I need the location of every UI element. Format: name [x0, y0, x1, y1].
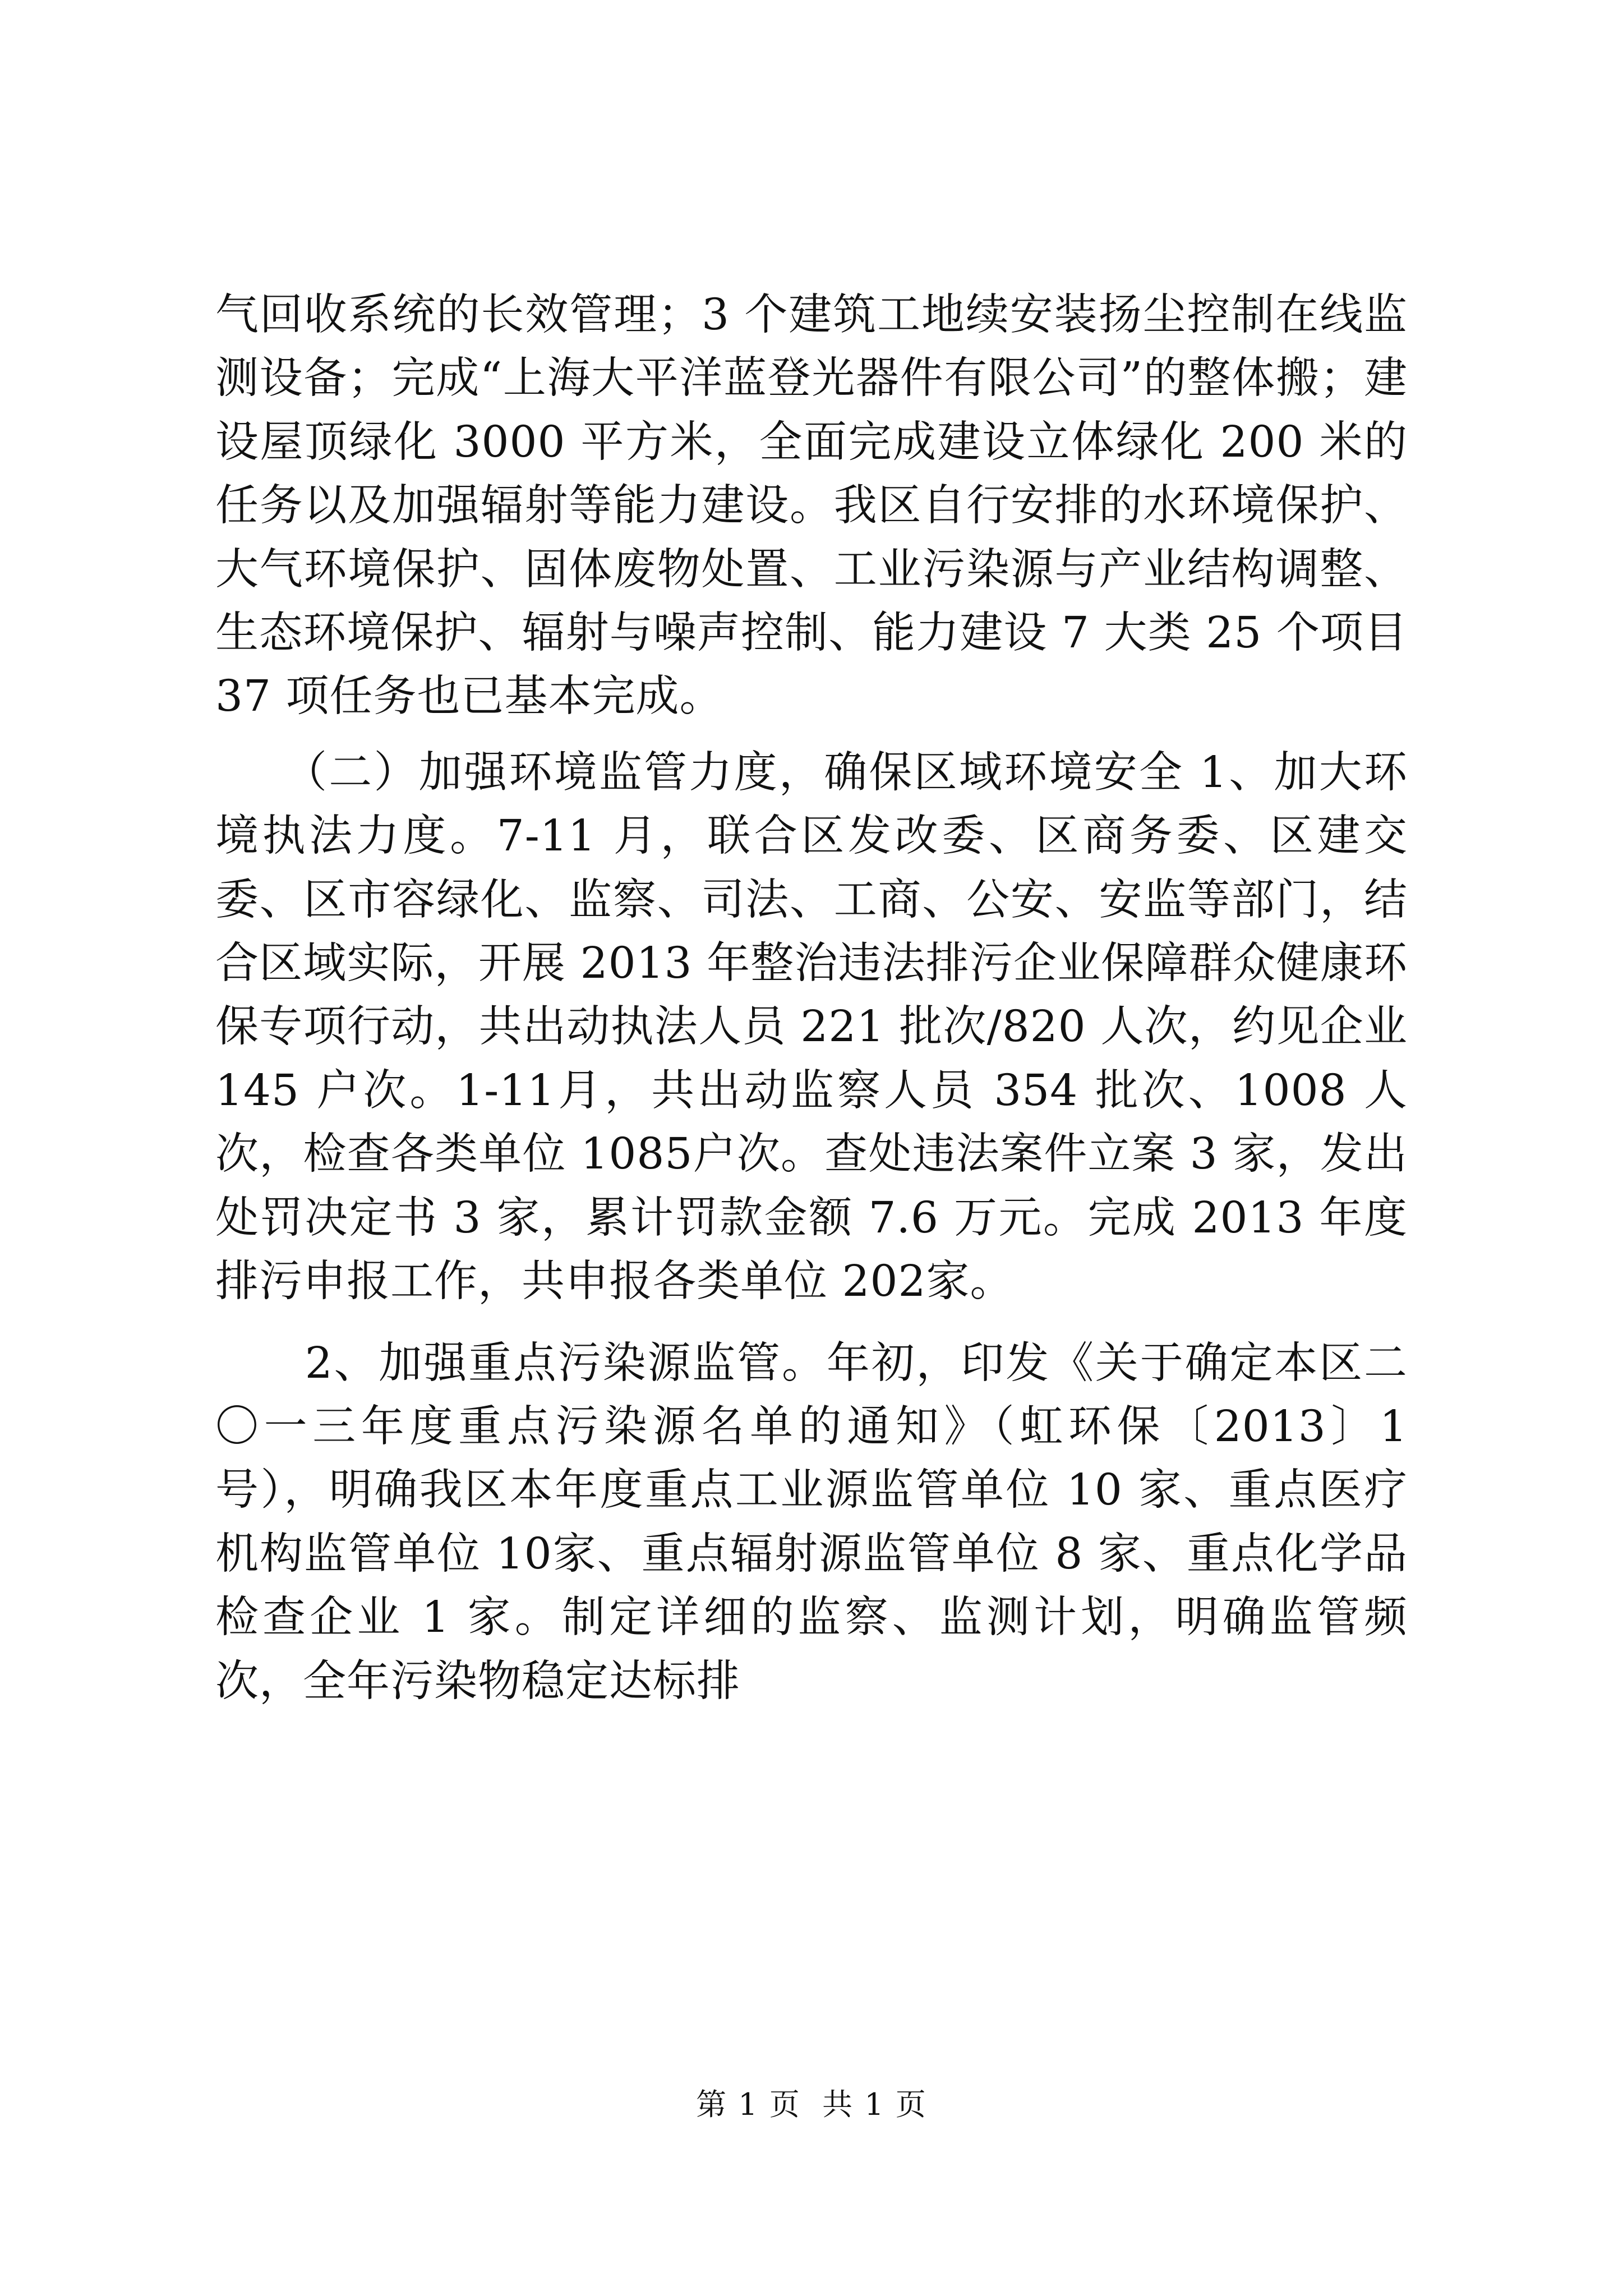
document-body	[215, 283, 1422, 1713]
paragraph-spacer	[215, 729, 1408, 741]
paragraph-project-completion: 气回收系统的长效管理；3 个建筑工地续安装扬尘控制在线监测设备；完成“上海大平洋蓝登光器件有限公司”的整体搬；建设屋顶绿化 3000 平方米，全面完成建设立体绿化 200 米的任务以及加强辐射等能力建设。我区自行安排的水环境保护、大气环境保护、固体废物处置、工业污染源与产业结构调整、生态环境保护、辐射与噪声控制、能力建设 7 大类 25 个项目 37 项任务也已基本完成。	[215, 290, 1422, 722]
paragraph-environmental-supervision: （二）加强环境监管力度，确保区域环境安全 1、加大环境执法力度。7-11 月，联合区发改委、区商务委、区建交委、区市容绿化、监察、司法、工商、公安、安监等部门，结合区域实际，开展 2013 年整治违法排污企业保障群众健康环保专项行动，共出动执法人员 221 批次/820 人次，约见企业 145 户次。1-11月，共出动监察人员 354 批次、1008 人次，检查各类单位 1085户次。查处违法案件立案 3 家，发出处罚决定书 3 家，累计罚款金额 7.6 万元。完成 2013 年度排污申报工作，共申报各类单位 202家。	[215, 747, 1422, 1307]
paragraph-spacer	[215, 1314, 1408, 1332]
page-footer: 第 1 页 共 1 页	[696, 2087, 927, 2122]
paragraph-key-pollution-sources: 2、加强重点污染源监管。年初，印发《关于确定本区二〇一三年度重点污染源名单的通知》（虹环保〔2013〕1 号），明确我区本年度重点工业源监管单位 10 家、重点医疗机构监管单位 10家、重点辐射源监管单位 8 家、重点化学品检查企业 1 家。制定详细的监察、监测计划，明确监管频次，全年污染物稳定达标排	[215, 1338, 1422, 1706]
